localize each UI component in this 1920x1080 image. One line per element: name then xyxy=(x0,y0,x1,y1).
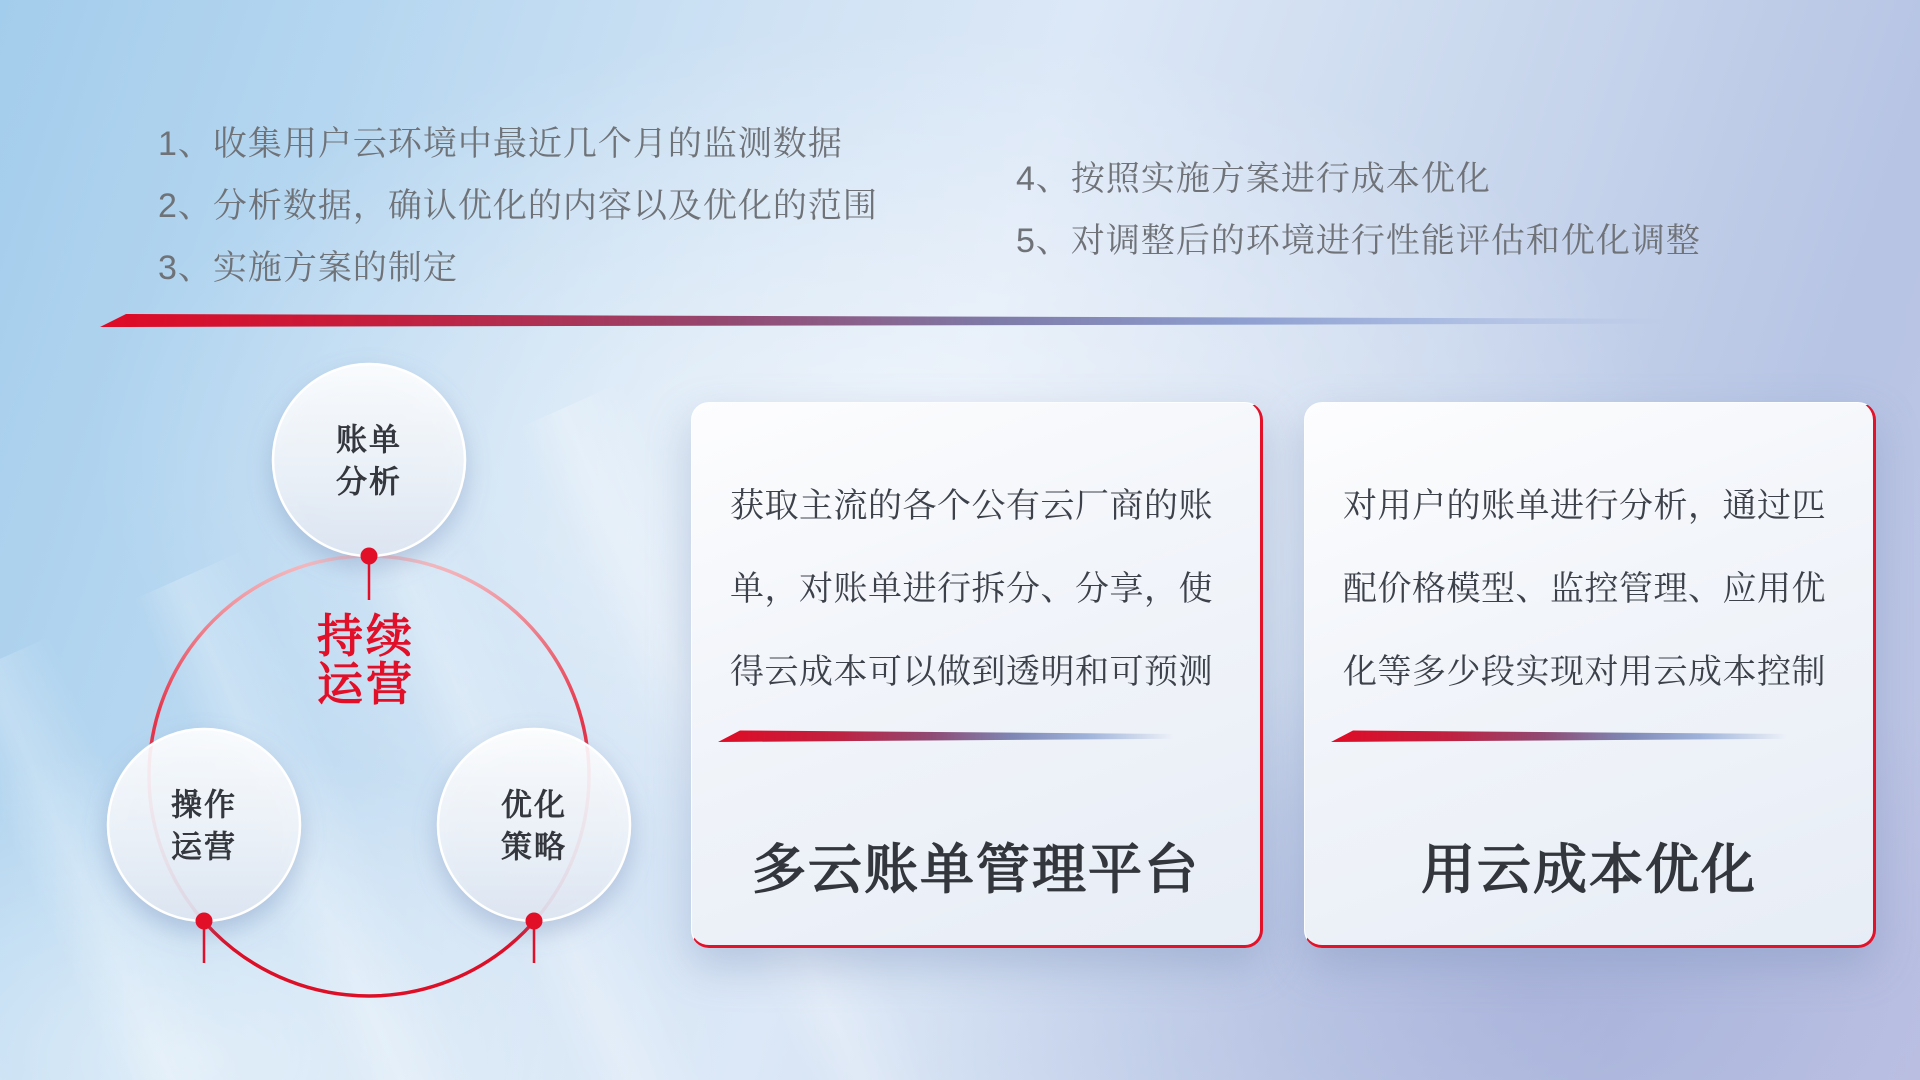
card-title: 用云成本优化 xyxy=(1421,840,1757,900)
node-label-line: 账单 xyxy=(336,422,402,458)
cycle-center-label xyxy=(317,610,415,710)
step-item-5: 5、对调整后的环境进行性能评估和优化调整 xyxy=(1016,222,1701,260)
card-divider-line xyxy=(718,730,1192,742)
card-body-line: 单，对账单进行拆分、分享，使 xyxy=(730,570,1213,608)
step-item-4: 4、按照实施方案进行成本优化 xyxy=(1016,160,1491,198)
node-bubble xyxy=(438,729,630,921)
node-label-line: 分析 xyxy=(336,464,402,500)
card-title: 多云账单管理平台 xyxy=(752,840,1200,900)
card-body-line: 化等多少段实现对用云成本控制 xyxy=(1343,653,1826,691)
card-body-line: 对用户的账单进行分析，通过匹 xyxy=(1343,487,1826,525)
node-bubble xyxy=(273,364,465,556)
card-body-text xyxy=(1343,465,1845,714)
card-body-line: 得云成本可以做到透明和可预测 xyxy=(730,653,1213,691)
card-body-line: 获取主流的各个公有云厂商的账 xyxy=(730,487,1213,525)
cycle-node-optimization-strategy xyxy=(438,729,630,963)
step-item-2: 2、分析数据，确认优化的内容以及优化的范围 xyxy=(158,187,878,225)
cycle-node-operation-ops xyxy=(108,729,300,963)
center-label-line: 运营 xyxy=(317,658,415,710)
node-label-line: 优化 xyxy=(501,787,567,823)
card-cloud-cost-optimization xyxy=(1304,402,1876,948)
card-body-line: 配价格模型、监控管理、应用优 xyxy=(1343,570,1826,608)
cycle-node-billing-analysis xyxy=(273,364,465,600)
node-pin-dot xyxy=(196,913,213,930)
node-label-line: 策略 xyxy=(501,829,567,865)
step-item-1: 1、收集用户云环境中最近几个月的监测数据 xyxy=(158,125,843,163)
node-pin-dot xyxy=(361,548,378,565)
node-bubble xyxy=(108,729,300,921)
center-label-line: 持续 xyxy=(317,610,415,662)
card-multicloud-billing xyxy=(691,402,1263,948)
node-pin-dot xyxy=(526,913,543,930)
node-label-line: 操作 xyxy=(171,787,237,823)
card-divider-line xyxy=(1331,730,1805,742)
card-body-text xyxy=(730,465,1232,714)
step-item-3: 3、实施方案的制定 xyxy=(158,249,458,287)
node-label-line: 运营 xyxy=(171,829,237,865)
